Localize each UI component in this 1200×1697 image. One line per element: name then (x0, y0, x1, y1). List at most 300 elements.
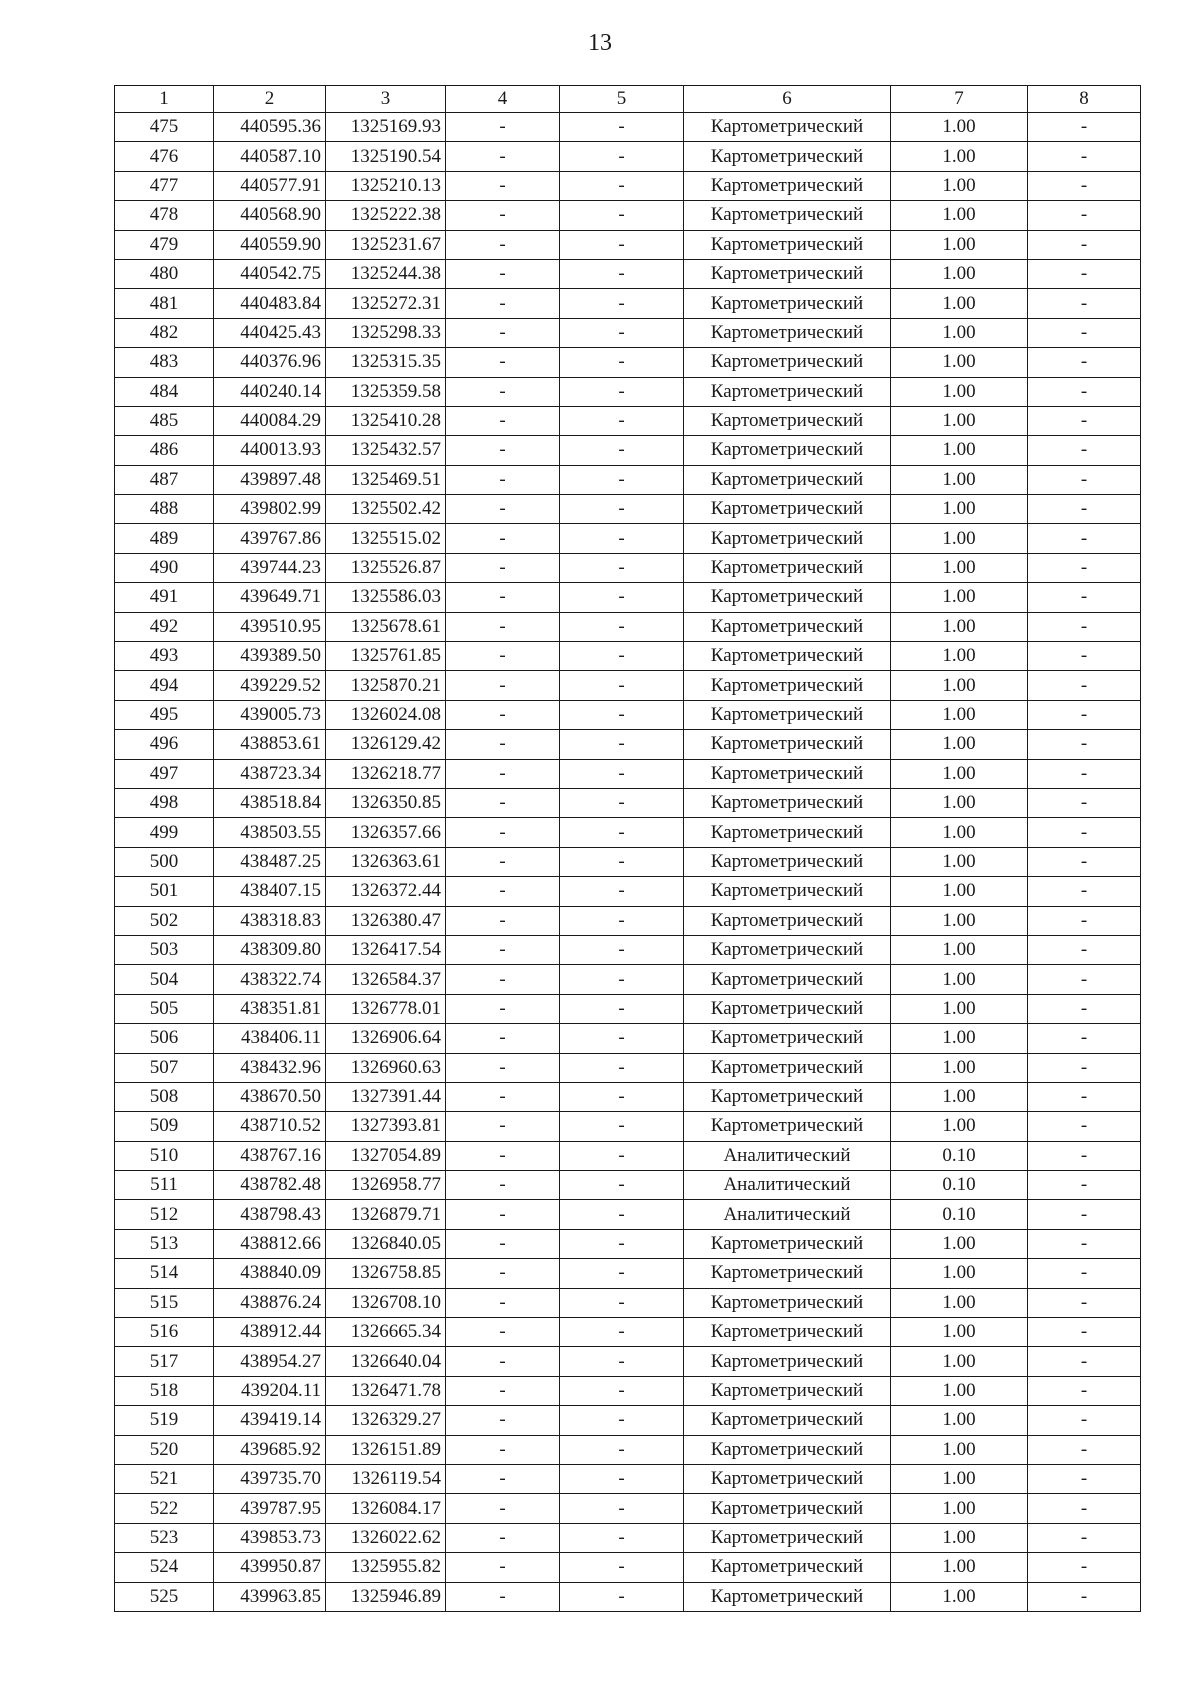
method-cell: Картометрический (684, 230, 891, 259)
col4-cell: - (446, 553, 560, 582)
method-cell: Картометрический (684, 612, 891, 641)
col4-cell: - (446, 113, 560, 142)
column-header: 7 (891, 86, 1028, 113)
accuracy-cell: 1.00 (891, 965, 1028, 994)
table-row (115, 1171, 1141, 1200)
table-row (115, 113, 1141, 142)
col4-cell: - (446, 1582, 560, 1611)
point-number-cell: 485 (115, 406, 214, 435)
col8-cell: - (1028, 201, 1141, 230)
x-coordinate-cell: 438710.52 (214, 1112, 326, 1141)
point-number-cell: 517 (115, 1347, 214, 1376)
x-coordinate-cell: 439767.86 (214, 524, 326, 553)
table-row (115, 994, 1141, 1023)
accuracy-cell: 1.00 (891, 495, 1028, 524)
col5-cell: - (560, 1435, 684, 1464)
table-row (115, 1435, 1141, 1464)
col8-cell: - (1028, 1288, 1141, 1317)
point-number-cell: 515 (115, 1288, 214, 1317)
accuracy-cell: 1.00 (891, 583, 1028, 612)
method-cell: Картометрический (684, 700, 891, 729)
col5-cell: - (560, 700, 684, 729)
x-coordinate-cell: 438322.74 (214, 965, 326, 994)
method-cell: Картометрический (684, 1376, 891, 1405)
y-coordinate-cell: 1326584.37 (326, 965, 446, 994)
accuracy-cell: 1.00 (891, 1435, 1028, 1464)
col5-cell: - (560, 906, 684, 935)
col4-cell: - (446, 935, 560, 964)
accuracy-cell: 1.00 (891, 465, 1028, 494)
col4-cell: - (446, 700, 560, 729)
col8-cell: - (1028, 1347, 1141, 1376)
y-coordinate-cell: 1325515.02 (326, 524, 446, 553)
y-coordinate-cell: 1326350.85 (326, 788, 446, 817)
accuracy-cell: 1.00 (891, 406, 1028, 435)
col5-cell: - (560, 1494, 684, 1523)
table-row (115, 1523, 1141, 1552)
table-row (115, 201, 1141, 230)
table-row (115, 1406, 1141, 1435)
col4-cell: - (446, 1523, 560, 1552)
table-row (115, 289, 1141, 318)
method-cell: Картометрический (684, 465, 891, 494)
accuracy-cell: 1.00 (891, 1464, 1028, 1493)
method-cell: Аналитический (684, 1200, 891, 1229)
col5-cell: - (560, 847, 684, 876)
col5-cell: - (560, 406, 684, 435)
col8-cell: - (1028, 759, 1141, 788)
table-row (115, 1582, 1141, 1611)
table-row (115, 965, 1141, 994)
y-coordinate-cell: 1326024.08 (326, 700, 446, 729)
point-number-cell: 480 (115, 259, 214, 288)
col5-cell: - (560, 201, 684, 230)
x-coordinate-cell: 438670.50 (214, 1082, 326, 1111)
x-coordinate-cell: 438351.81 (214, 994, 326, 1023)
x-coordinate-cell: 438954.27 (214, 1347, 326, 1376)
table-row (115, 1141, 1141, 1170)
table-row (115, 436, 1141, 465)
accuracy-cell: 1.00 (891, 1406, 1028, 1435)
table-row (115, 259, 1141, 288)
method-cell: Картометрический (684, 1553, 891, 1582)
method-cell: Картометрический (684, 730, 891, 759)
method-cell: Картометрический (684, 642, 891, 671)
table-row (115, 818, 1141, 847)
col5-cell: - (560, 583, 684, 612)
point-number-cell: 497 (115, 759, 214, 788)
table-row (115, 1553, 1141, 1582)
col5-cell: - (560, 1259, 684, 1288)
method-cell: Картометрический (684, 1347, 891, 1376)
col5-cell: - (560, 259, 684, 288)
col5-cell: - (560, 1141, 684, 1170)
point-number-cell: 487 (115, 465, 214, 494)
col8-cell: - (1028, 1523, 1141, 1552)
col5-cell: - (560, 788, 684, 817)
accuracy-cell: 0.10 (891, 1200, 1028, 1229)
col5-cell: - (560, 1376, 684, 1405)
method-cell: Картометрический (684, 906, 891, 935)
x-coordinate-cell: 438723.34 (214, 759, 326, 788)
col8-cell: - (1028, 671, 1141, 700)
col5-cell: - (560, 142, 684, 171)
col8-cell: - (1028, 495, 1141, 524)
x-coordinate-cell: 438912.44 (214, 1318, 326, 1347)
col8-cell: - (1028, 818, 1141, 847)
col5-cell: - (560, 877, 684, 906)
point-number-cell: 494 (115, 671, 214, 700)
col5-cell: - (560, 1024, 684, 1053)
col8-cell: - (1028, 1141, 1141, 1170)
col8-cell: - (1028, 1464, 1141, 1493)
method-cell: Картометрический (684, 759, 891, 788)
table-row (115, 906, 1141, 935)
method-cell: Картометрический (684, 1288, 891, 1317)
point-number-cell: 523 (115, 1523, 214, 1552)
col8-cell: - (1028, 1582, 1141, 1611)
table-row (115, 524, 1141, 553)
x-coordinate-cell: 440559.90 (214, 230, 326, 259)
col8-cell: - (1028, 171, 1141, 200)
point-number-cell: 514 (115, 1259, 214, 1288)
table-row (115, 730, 1141, 759)
y-coordinate-cell: 1325315.35 (326, 348, 446, 377)
method-cell: Картометрический (684, 318, 891, 347)
col8-cell: - (1028, 142, 1141, 171)
table-row (115, 847, 1141, 876)
y-coordinate-cell: 1325298.33 (326, 318, 446, 347)
y-coordinate-cell: 1325231.67 (326, 230, 446, 259)
table-row (115, 1288, 1141, 1317)
accuracy-cell: 1.00 (891, 1024, 1028, 1053)
y-coordinate-cell: 1326665.34 (326, 1318, 446, 1347)
col4-cell: - (446, 524, 560, 553)
point-number-cell: 520 (115, 1435, 214, 1464)
table-row (115, 759, 1141, 788)
col4-cell: - (446, 465, 560, 494)
y-coordinate-cell: 1326758.85 (326, 1259, 446, 1288)
x-coordinate-cell: 439963.85 (214, 1582, 326, 1611)
col4-cell: - (446, 906, 560, 935)
col5-cell: - (560, 1347, 684, 1376)
y-coordinate-cell: 1326119.54 (326, 1464, 446, 1493)
y-coordinate-cell: 1325586.03 (326, 583, 446, 612)
col4-cell: - (446, 1318, 560, 1347)
table-row (115, 1053, 1141, 1082)
y-coordinate-cell: 1326840.05 (326, 1229, 446, 1258)
col5-cell: - (560, 1523, 684, 1552)
col8-cell: - (1028, 289, 1141, 318)
x-coordinate-cell: 439685.92 (214, 1435, 326, 1464)
col8-cell: - (1028, 465, 1141, 494)
col5-cell: - (560, 318, 684, 347)
col8-cell: - (1028, 994, 1141, 1023)
col8-cell: - (1028, 1229, 1141, 1258)
table-row (115, 406, 1141, 435)
point-number-cell: 491 (115, 583, 214, 612)
point-number-cell: 516 (115, 1318, 214, 1347)
point-number-cell: 479 (115, 230, 214, 259)
accuracy-cell: 1.00 (891, 1229, 1028, 1258)
col4-cell: - (446, 377, 560, 406)
y-coordinate-cell: 1325222.38 (326, 201, 446, 230)
table-row (115, 318, 1141, 347)
col5-cell: - (560, 1053, 684, 1082)
col8-cell: - (1028, 1082, 1141, 1111)
col4-cell: - (446, 1376, 560, 1405)
method-cell: Картометрический (684, 1259, 891, 1288)
y-coordinate-cell: 1326958.77 (326, 1171, 446, 1200)
col5-cell: - (560, 994, 684, 1023)
method-cell: Картометрический (684, 818, 891, 847)
method-cell: Картометрический (684, 1053, 891, 1082)
method-cell: Картометрический (684, 436, 891, 465)
table-row (115, 1259, 1141, 1288)
col5-cell: - (560, 1171, 684, 1200)
col5-cell: - (560, 1229, 684, 1258)
table-row (115, 1347, 1141, 1376)
x-coordinate-cell: 440577.91 (214, 171, 326, 200)
accuracy-cell: 1.00 (891, 818, 1028, 847)
point-number-cell: 510 (115, 1141, 214, 1170)
method-cell: Картометрический (684, 965, 891, 994)
col4-cell: - (446, 1406, 560, 1435)
col8-cell: - (1028, 935, 1141, 964)
col8-cell: - (1028, 553, 1141, 582)
method-cell: Картометрический (684, 524, 891, 553)
col5-cell: - (560, 495, 684, 524)
col5-cell: - (560, 436, 684, 465)
col8-cell: - (1028, 1494, 1141, 1523)
accuracy-cell: 1.00 (891, 730, 1028, 759)
accuracy-cell: 1.00 (891, 1288, 1028, 1317)
accuracy-cell: 1.00 (891, 877, 1028, 906)
method-cell: Картометрический (684, 847, 891, 876)
method-cell: Картометрический (684, 289, 891, 318)
point-number-cell: 486 (115, 436, 214, 465)
point-number-cell: 489 (115, 524, 214, 553)
col4-cell: - (446, 612, 560, 641)
x-coordinate-cell: 439897.48 (214, 465, 326, 494)
method-cell: Картометрический (684, 583, 891, 612)
col5-cell: - (560, 612, 684, 641)
x-coordinate-cell: 440084.29 (214, 406, 326, 435)
point-number-cell: 492 (115, 612, 214, 641)
col4-cell: - (446, 230, 560, 259)
y-coordinate-cell: 1326471.78 (326, 1376, 446, 1405)
x-coordinate-cell: 440587.10 (214, 142, 326, 171)
col5-cell: - (560, 289, 684, 318)
accuracy-cell: 1.00 (891, 1318, 1028, 1347)
y-coordinate-cell: 1325210.13 (326, 171, 446, 200)
col4-cell: - (446, 1082, 560, 1111)
table-row (115, 1464, 1141, 1493)
point-number-cell: 483 (115, 348, 214, 377)
table-row (115, 1082, 1141, 1111)
x-coordinate-cell: 439389.50 (214, 642, 326, 671)
x-coordinate-cell: 440240.14 (214, 377, 326, 406)
x-coordinate-cell: 438876.24 (214, 1288, 326, 1317)
col4-cell: - (446, 1229, 560, 1258)
y-coordinate-cell: 1326151.89 (326, 1435, 446, 1464)
point-number-cell: 518 (115, 1376, 214, 1405)
point-number-cell: 495 (115, 700, 214, 729)
column-header: 2 (214, 86, 326, 113)
x-coordinate-cell: 440542.75 (214, 259, 326, 288)
col8-cell: - (1028, 377, 1141, 406)
table-row (115, 1376, 1141, 1405)
method-cell: Картометрический (684, 1582, 891, 1611)
table-row (115, 142, 1141, 171)
point-number-cell: 505 (115, 994, 214, 1023)
x-coordinate-cell: 439419.14 (214, 1406, 326, 1435)
col4-cell: - (446, 406, 560, 435)
x-coordinate-cell: 438432.96 (214, 1053, 326, 1082)
y-coordinate-cell: 1325955.82 (326, 1553, 446, 1582)
table-row (115, 877, 1141, 906)
x-coordinate-cell: 440483.84 (214, 289, 326, 318)
y-coordinate-cell: 1326363.61 (326, 847, 446, 876)
table-row (115, 348, 1141, 377)
method-cell: Картометрический (684, 1229, 891, 1258)
col4-cell: - (446, 1259, 560, 1288)
col5-cell: - (560, 1582, 684, 1611)
y-coordinate-cell: 1325502.42 (326, 495, 446, 524)
col4-cell: - (446, 436, 560, 465)
y-coordinate-cell: 1326960.63 (326, 1053, 446, 1082)
table-row (115, 230, 1141, 259)
col5-cell: - (560, 642, 684, 671)
y-coordinate-cell: 1325469.51 (326, 465, 446, 494)
accuracy-cell: 1.00 (891, 1553, 1028, 1582)
col4-cell: - (446, 1553, 560, 1582)
accuracy-cell: 0.10 (891, 1141, 1028, 1170)
col4-cell: - (446, 171, 560, 200)
col5-cell: - (560, 935, 684, 964)
y-coordinate-cell: 1325946.89 (326, 1582, 446, 1611)
method-cell: Картометрический (684, 788, 891, 817)
y-coordinate-cell: 1326380.47 (326, 906, 446, 935)
accuracy-cell: 1.00 (891, 348, 1028, 377)
point-number-cell: 496 (115, 730, 214, 759)
accuracy-cell: 1.00 (891, 788, 1028, 817)
col4-cell: - (446, 1288, 560, 1317)
accuracy-cell: 1.00 (891, 906, 1028, 935)
method-cell: Картометрический (684, 1464, 891, 1493)
coordinates-table (114, 85, 1141, 1612)
table-row (115, 583, 1141, 612)
col8-cell: - (1028, 906, 1141, 935)
point-number-cell: 488 (115, 495, 214, 524)
accuracy-cell: 1.00 (891, 642, 1028, 671)
table-row (115, 1112, 1141, 1141)
y-coordinate-cell: 1326129.42 (326, 730, 446, 759)
col4-cell: - (446, 1053, 560, 1082)
col4-cell: - (446, 847, 560, 876)
col5-cell: - (560, 171, 684, 200)
accuracy-cell: 1.00 (891, 612, 1028, 641)
col8-cell: - (1028, 1406, 1141, 1435)
column-header: 5 (560, 86, 684, 113)
col4-cell: - (446, 318, 560, 347)
col5-cell: - (560, 230, 684, 259)
method-cell: Картометрический (684, 994, 891, 1023)
x-coordinate-cell: 439787.95 (214, 1494, 326, 1523)
x-coordinate-cell: 438407.15 (214, 877, 326, 906)
accuracy-cell: 1.00 (891, 1082, 1028, 1111)
method-cell: Картометрический (684, 201, 891, 230)
accuracy-cell: 1.00 (891, 318, 1028, 347)
point-number-cell: 490 (115, 553, 214, 582)
point-number-cell: 524 (115, 1553, 214, 1582)
x-coordinate-cell: 439649.71 (214, 583, 326, 612)
y-coordinate-cell: 1326417.54 (326, 935, 446, 964)
method-cell: Картометрический (684, 377, 891, 406)
accuracy-cell: 0.10 (891, 1171, 1028, 1200)
x-coordinate-cell: 439950.87 (214, 1553, 326, 1582)
y-coordinate-cell: 1325432.57 (326, 436, 446, 465)
table-row (115, 1200, 1141, 1229)
col5-cell: - (560, 113, 684, 142)
table-row (115, 788, 1141, 817)
col4-cell: - (446, 877, 560, 906)
col4-cell: - (446, 348, 560, 377)
col5-cell: - (560, 965, 684, 994)
method-cell: Картометрический (684, 113, 891, 142)
point-number-cell: 493 (115, 642, 214, 671)
point-number-cell: 484 (115, 377, 214, 406)
point-number-cell: 509 (115, 1112, 214, 1141)
col4-cell: - (446, 583, 560, 612)
point-number-cell: 508 (115, 1082, 214, 1111)
accuracy-cell: 1.00 (891, 113, 1028, 142)
method-cell: Картометрический (684, 935, 891, 964)
accuracy-cell: 1.00 (891, 1053, 1028, 1082)
accuracy-cell: 1.00 (891, 1112, 1028, 1141)
x-coordinate-cell: 438767.16 (214, 1141, 326, 1170)
col5-cell: - (560, 730, 684, 759)
col8-cell: - (1028, 436, 1141, 465)
method-cell: Картометрический (684, 877, 891, 906)
method-cell: Картометрический (684, 1082, 891, 1111)
method-cell: Аналитический (684, 1171, 891, 1200)
accuracy-cell: 1.00 (891, 1259, 1028, 1288)
point-number-cell: 499 (115, 818, 214, 847)
col4-cell: - (446, 994, 560, 1023)
accuracy-cell: 1.00 (891, 1376, 1028, 1405)
table-row (115, 612, 1141, 641)
col4-cell: - (446, 818, 560, 847)
col4-cell: - (446, 1024, 560, 1053)
y-coordinate-cell: 1327391.44 (326, 1082, 446, 1111)
point-number-cell: 477 (115, 171, 214, 200)
col4-cell: - (446, 201, 560, 230)
y-coordinate-cell: 1325526.87 (326, 553, 446, 582)
x-coordinate-cell: 438503.55 (214, 818, 326, 847)
x-coordinate-cell: 439744.23 (214, 553, 326, 582)
col4-cell: - (446, 259, 560, 288)
table-row (115, 1024, 1141, 1053)
y-coordinate-cell: 1326778.01 (326, 994, 446, 1023)
x-coordinate-cell: 438487.25 (214, 847, 326, 876)
col8-cell: - (1028, 230, 1141, 259)
method-cell: Картометрический (684, 671, 891, 700)
col8-cell: - (1028, 318, 1141, 347)
method-cell: Картометрический (684, 259, 891, 288)
point-number-cell: 504 (115, 965, 214, 994)
table-row (115, 553, 1141, 582)
